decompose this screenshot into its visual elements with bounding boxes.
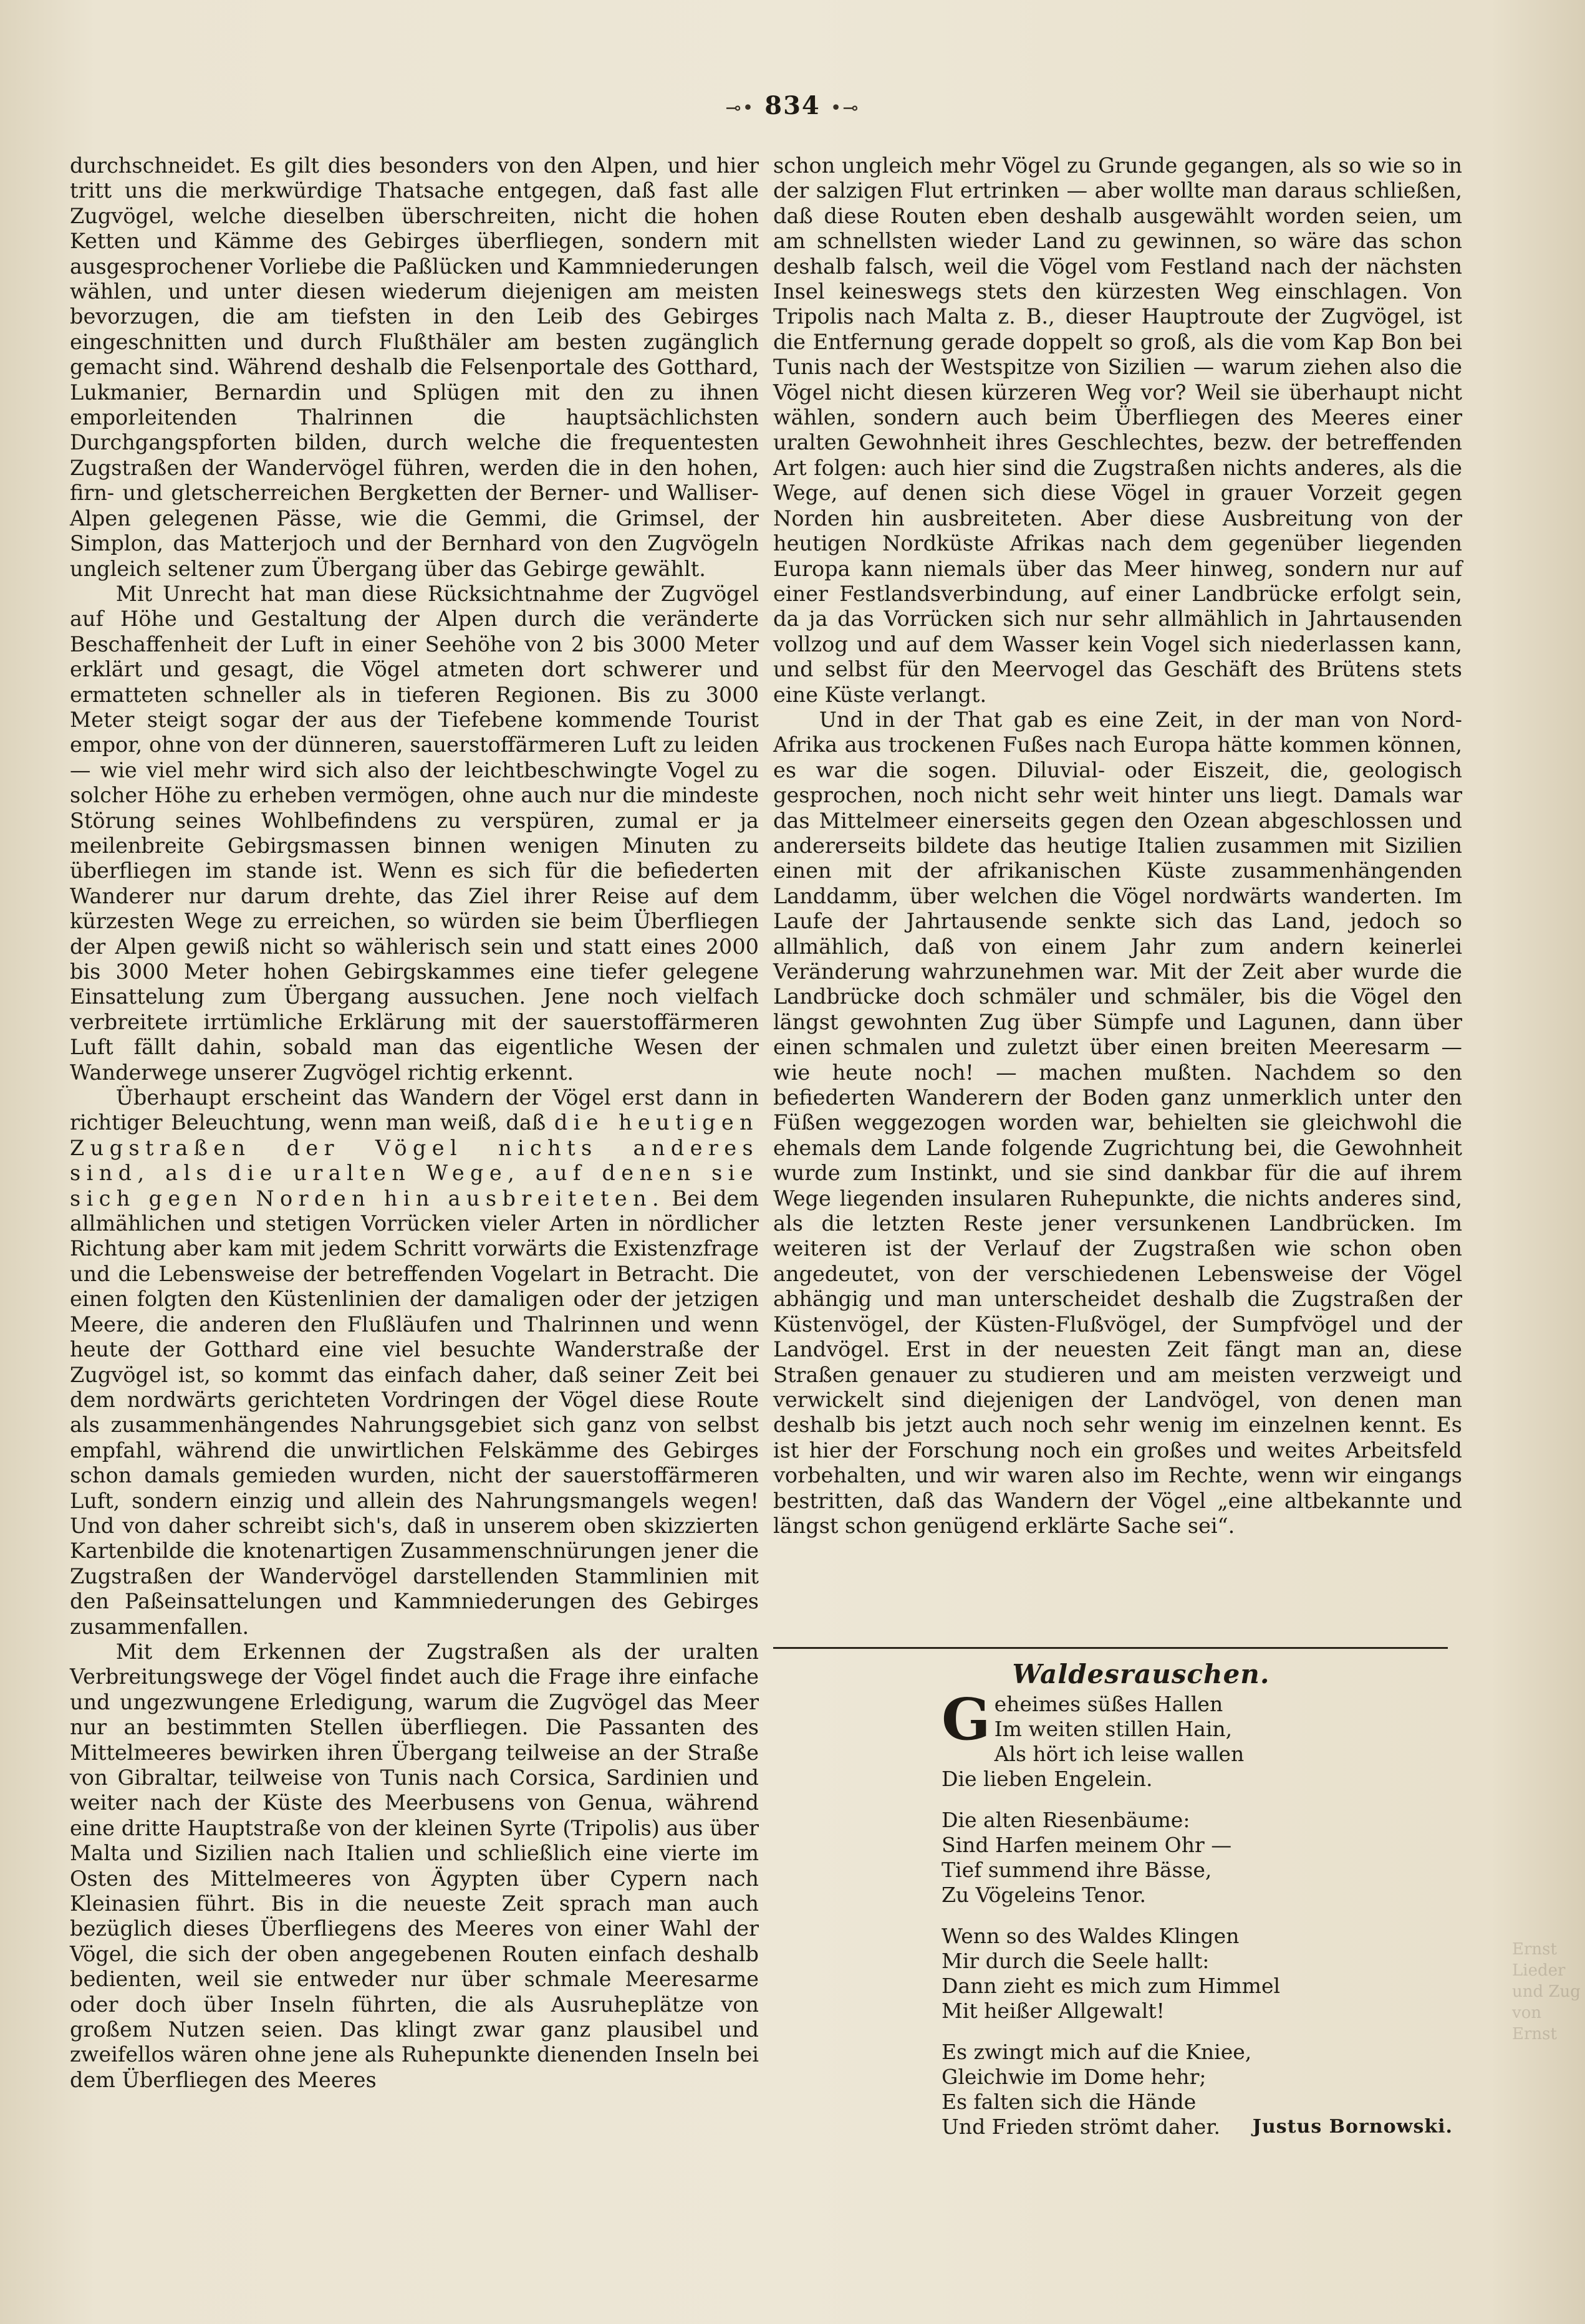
page-number: 834 [764,91,821,120]
poem-line: Sind Harfen meinem Ohr — [942,1833,1232,1857]
left-paragraph-3-end: Bei dem allmählichen und stetigen Vorrücken vieler Arten in nördlicher Richtung aber kam mit jedem Schritt vorwärts die Existenzfrage und die Lebensweise der betreffenden Vogelart in Betracht. Die einen folgten den Küstenlinien der damaligen oder der jetzigen Meere, die anderen den Flußläufen und Thalrinnen und wenn heute der Gotthard eine viel besuchte Wanderstraße der Zugvögel ist, so kommt das einfach daher, daß seiner Zeit bei dem nordwärts gerichteten Vordringen der Vögel diese Route als zusammenhängendes Nahrungsgebiet sich ganz von selbst empfahl, während die unwirtlichen Felskämme des Gebirges schon damals gemieden wurden, nicht der sauerstoffärmeren Luft, sondern einzig und allein des Nahrungsmangels wegen! Und von daher schreibt sich's, daß in unserem oben skizzierten Kartenbilde die knotenartigen Zusammenschnürungen jener die Zugstraßen der Wandervögel darstellenden Stammlinien mit den Paßeinsattelungen und Kammniederungen des Gebirges zusammenfallen. [70,1186,759,1639]
emphasized-thesis: die heutigen Zugstraßen der Vögel nichts anderes sind, als die uralten Wege, auf denen sie sich gegen Norden hin ausbreiteten. [70,1110,759,1211]
drop-cap: G [942,1686,991,1753]
poem-line: Es falten sich die Hände [942,2090,1197,2114]
left-column [70,153,759,2093]
poem-line: Und Frieden strömt daher. [942,2115,1220,2139]
poem-line: Mit heißer Allgewalt! [942,1999,1165,2023]
poem-author: Justus Bornowski. [1252,2116,1453,2138]
right-column [773,153,1462,1539]
ornament-right-icon: •⊸ [830,97,860,119]
left-paragraph-1: durchschneidet. Es gilt dies besonders von den Alpen, und hier tritt uns die merkwürdige Thatsache entgegen, daß fast alle Zugvögel, welche dieselben überschreiten, nicht die hohen Ketten und Kämme des Gebirges überfliegen, sondern mit ausgesprochener Vorliebe die Paßlücken und Kammniederungen wählen, und unter diesen wiederum diejenigen am meisten bevorzugen, die am tiefsten in den Leib des Gebirges eingeschnitten und durch Flußthäler am besten zugänglich gemacht sind. Während deshalb die Felsenportale des Gotthard, Lukmanier, Bernardin und Splügen mit den zu ihnen emporleitenden Thalrinnen die hauptsächlichsten Durchgangspforten bilden, durch welche die frequentesten Zugstraßen der Wandervögel führen, werden die in den hohen, firn- und gletscherreichen Bergketten der Berner- und Walliser-Alpen gelegenen Pässe, wie die Gemmi, die Grimsel, der Simplon, das Matterjoch und der Bernhard von den Zugvögeln ungleich seltener zum Übergang über das Gebirge gewählt. [70,153,759,581]
poem-line: Gleichwie im Dome hehr; [942,2065,1207,2089]
right-paragraph-2: Und in der That gab es eine Zeit, in der man von Nord-Afrika aus trockenen Fußes nach Europa hätte kommen können, es war die sogen. Diluvial- oder Eiszeit, die, geologisch gesprochen, noch nicht sehr weit hinter uns liegt. Damals war das Mittelmeer einerseits gegen den Ozean abgeschlossen und andererseits bildete das heutige Italien zusammen mit Sizilien einen mit der afrikanischen Küste zusammenhängenden Landdamm, über welchen die Vögel nordwärts wanderten. Im Laufe der Jahrtausende senkte sich das Land, jedoch so allmählich, daß von einem Jahr zum andern keinerlei Veränderung wahrzunehmen war. Mit der Zeit aber wurde die Landbrücke doch schmäler und schmäler, bis die Vögel den längst gewohnten Zug über Sümpfe und Lagunen, dann über einen schmalen und zuletzt über einen breiten Meeresarm — wie heute noch! — machen mußten. Nachdem so den befiederten Wanderern der Boden ganz unmerklich unter den Füßen weggezogen worden war, behielten sie gleichwohl die ehemals dem Lande folgende Zugrichtung bei, die Gewohnheit wurde zum Instinkt, und sie sind dankbar für die auf ihrem Wege liegenden insularen Ruhepunkte, die nichts anderes sind, als die letzten Reste jener versunkenen Landbrücken. Im weiteren ist der Verlauf der Zugstraßen wie schon oben angedeutet, von der verschiedenen Lebensweise der Vögel abhängig und man unterscheidet deshalb die Zugstraßen der Küstenvögel, der Küsten-Flußvögel, der Sumpfvögel und der Landvögel. Erst in der neuesten Zeit fängt man an, diese Straßen genauer zu studieren und am meisten verzweigt und verwickelt sind diejenigen der Landvögel, von denen man deshalb bis jetzt auch noch sehr wenig im einzelnen kennt. Es ist hier der Forschung noch ein großes und weites Arbeitsfeld vorbehalten, und wir waren also im Rechte, wenn wir eingangs bestritten, daß das Wandern der Vögel „eine altbekannte und längst schon genügend erklärte Sache sei“. [773,707,1462,1538]
left-paragraph-3 [70,1085,759,1640]
poem-line: Wenn so des Waldes Klingen [942,1924,1240,1948]
bleed-line: Lieder und Zug von Ernst [1512,1961,1581,2043]
bleed-line: Ernst [1512,1940,1557,1959]
poem-line: Als hört ich leise wallen [994,1742,1245,1766]
poem-line: eheimes süßes Hallen [994,1692,1223,1716]
left-paragraph-4: Mit dem Erkennen der Zugstraßen als der uralten Verbreitungswege der Vögel findet auch die Frage ihre einfache und ungezwungene Erledigung, warum die Zugvögel das Meer nur an bestimmten Stellen überfliegen. Die Passanten des Mittelmeeres bewirken ihren Übergang teilweise an der Straße von Gibraltar, teilweise von Tunis nach Corsica, Sardinien und weiter nach der Küste des Meerbusens von Genua, während eine dritte Hauptstraße von der kleinen Syrte (Tripolis) aus über Malta und Sizilien nach Italien und schließlich eine vierte im Osten des Mittelmeeres von Ägypten über Cypern nach Kleinasien führt. Bis in die neueste Zeit sprach man auch bezüglich dieses Überfliegens des Meeres von einer Wahl der Vögel, die sich der oben angegebenen Routen einfach deshalb bedienten, weil sie entweder nur über schmale Meeresarme oder doch über Inseln führten, die als Ausruheplätze von großem Nutzen seien. Das klingt zwar ganz plausibel und zweifellos wären ohne jene als Ruhepunkte dienenden Inseln bei dem Überfliegen des Meeres [70,1639,759,2092]
poem-stanza-3 [942,1924,1453,2024]
ornament-left-icon: ⊸• [725,97,755,119]
poem-line: Es zwingt mich auf die Kniee, [942,2040,1252,2064]
poem-final-line [942,2115,1453,2139]
right-paragraph-1: schon ungleich mehr Vögel zu Grunde gegangen, als so wie so in der salzigen Flut ertrinken — aber wollte man daraus schließen, daß diese Routen eben deshalb ausgewählt worden seien, um am schnellsten wieder Land zu gewinnen, so wäre das schon deshalb falsch, weil die Vögel vom Festland nach der nächsten Insel keineswegs stets den kürzesten Weg einschlagen. Von Tripolis nach Malta z. B., dieser Hauptroute der Zugvögel, ist die Entfernung gerade doppelt so groß, als die vom Kap Bon bei Tunis nach der Westspitze von Sizilien — warum ziehen also die Vögel nicht diesen kürzeren Weg vor? Weil sie überhaupt nicht wählen, sondern auch beim Überfliegen des Meeres einer uralten Gewohnheit ihres Geschlechtes, bezw. der betreffenden Art folgen: auch hier sind die Zugstraßen nichts anderes, als die Wege, auf denen sich diese Vögel in grauer Vorzeit gegen Norden hin ausbreiteten. Aber diese Ausbreitung von der heutigen Nordküste Afrikas nach dem gegenüber liegenden Europa kann niemals über das Meer hinweg, sondern nur auf einer Festlandsverbindung, auf einer Landbrücke erfolgt sein, da ja das Vorrücken sich nur sehr allmählich in Jahrtausenden vollzog und auf dem Wasser kein Vogel sich niederlassen kann, und selbst für den Meervogel das Geschäft des Brütens stets eine Küste verlangt. [773,153,1462,707]
poem-stanza-4 [942,2040,1453,2139]
poem [942,1659,1453,2156]
poem-line: Mir durch die Seele hallt: [942,1949,1210,1973]
poem-stanza-1 [942,1686,1453,1792]
poem-line: Dann zieht es mich zum Himmel [942,1974,1281,1998]
poem-line: Im weiten stillen Hain, [994,1717,1233,1741]
section-divider [773,1647,1448,1649]
poem-line: Die alten Riesenbäume: [942,1808,1190,1832]
poem-line: Die lieben Engelein. [942,1767,1153,1791]
poem-stanza-2 [942,1808,1453,1908]
left-paragraph-3-start: Überhaupt erscheint das Wandern der Vögel erst dann in richtiger Beleuchtung, wenn man weiß, daß [70,1085,759,1135]
page-header [0,91,1585,120]
poem-line: Zu Vögeleins Tenor. [942,1883,1147,1907]
bleed-through-text [1512,1939,1581,2043]
poem-line: Tief summend ihre Bässe, [942,1858,1212,1882]
left-paragraph-2: Mit Unrecht hat man diese Rücksichtnahme der Zugvögel auf Höhe und Gestaltung der Alpen durch die veränderte Beschaffenheit der Luft in einer Seehöhe von 2 bis 3000 Meter erklärt und gesagt, die Vögel atmeten dort schwerer und ermatteten schneller als in tieferen Regionen. Bis zu 3000 Meter steigt sogar der aus der Tiefebene kommende Tourist empor, ohne von der dünneren, sauerstoffärmeren Luft zu leiden — wie viel mehr wird sich also der leichtbeschwingte Vogel zu solcher Höhe zu erheben vermögen, ohne auch nur die mindeste Störung seines Wohlbefindens zu verspüren, zumal er ja meilenbreite Gebirgsmassen binnen wenigen Minuten zu überfliegen im stande ist. Wenn es sich für die befiederten Wanderer nur darum drehte, das Ziel ihrer Reise auf dem kürzesten Wege zu erreichen, so würden sie beim Überfliegen der Alpen gewiß nicht so wählerisch sein und statt eines 2000 bis 3000 Meter hohen Gebirgskammes eine tiefer gelegene Einsattelung zum Übergang aussuchen. Jene noch vielfach verbreitete irrtümliche Erklärung mit der sauerstoffärmeren Luft fällt dahin, sobald man das eigentliche Wesen der Wanderwege unserer Zugvögel richtig erkennt. [70,581,759,1085]
poem-title: Waldesrauschen. [1012,1659,1270,1689]
